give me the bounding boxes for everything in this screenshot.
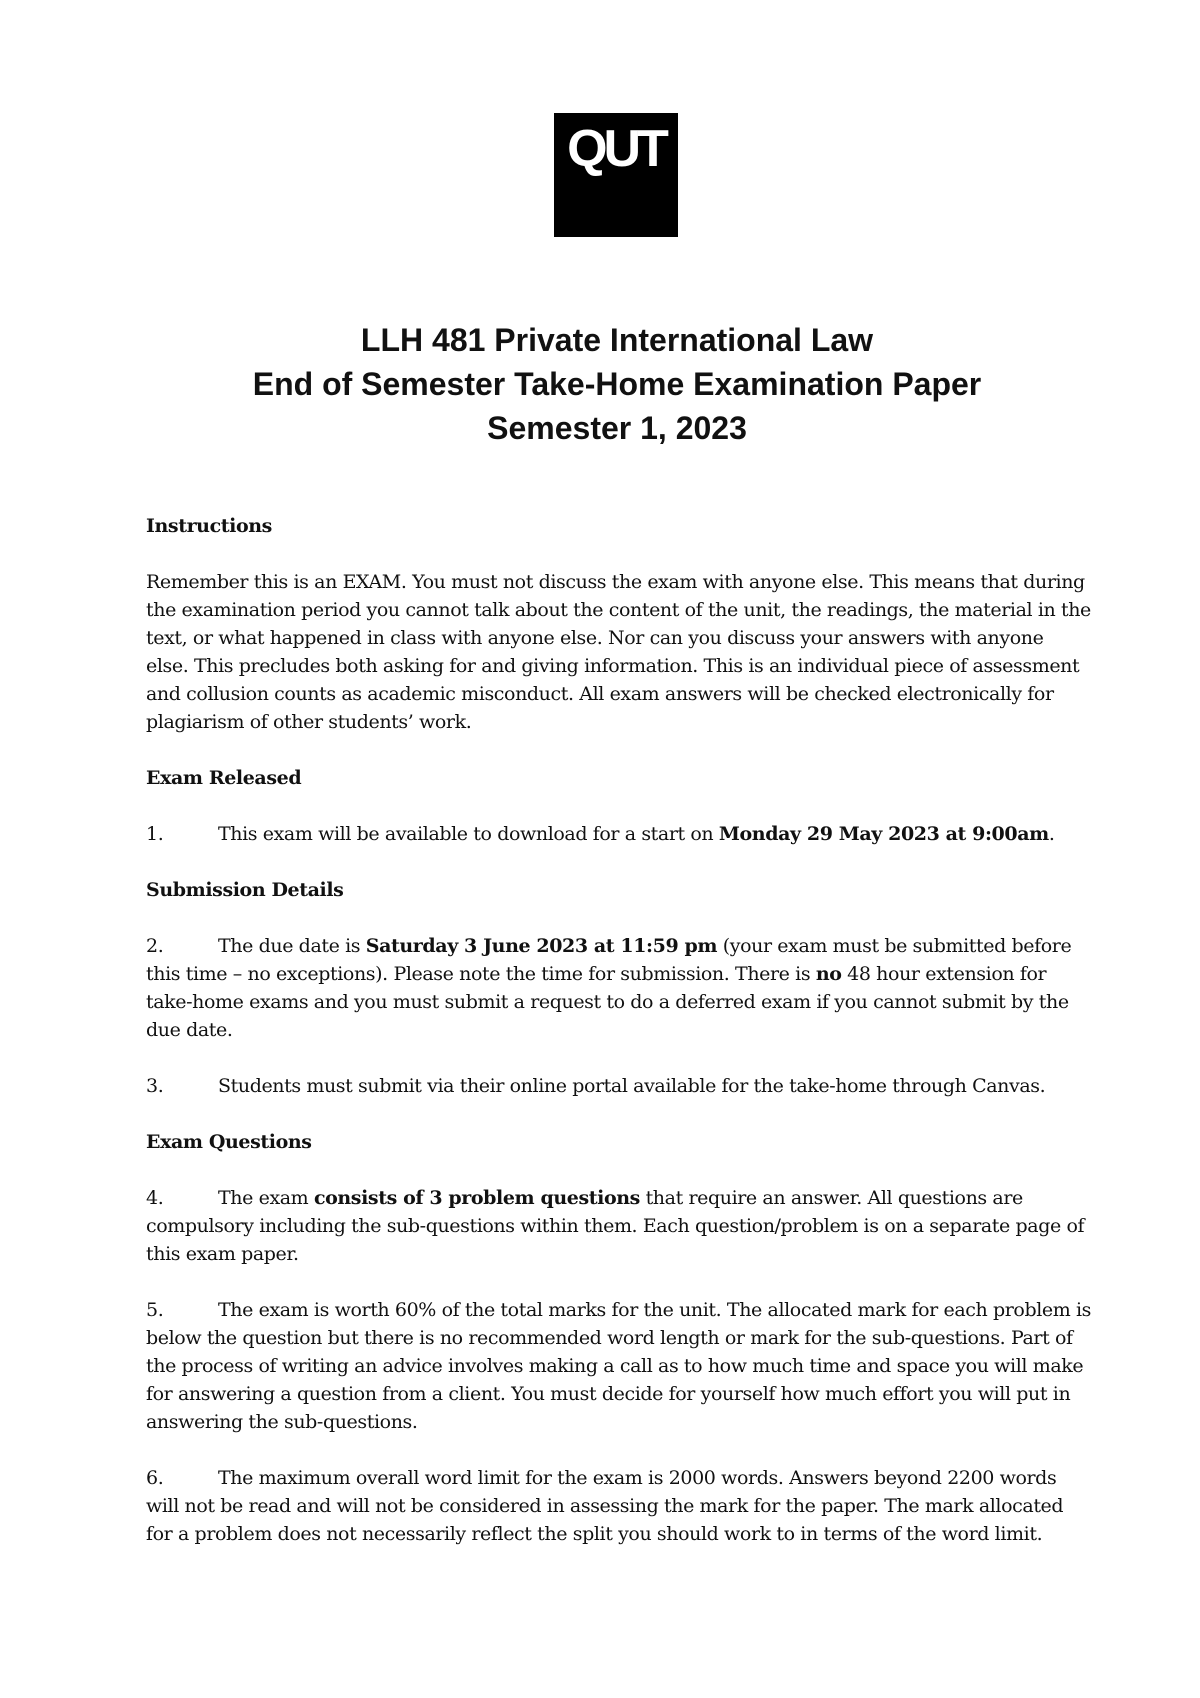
- instructions-heading: Instructions: [146, 515, 272, 537]
- item-text: This exam will be available to download for a start on: [218, 823, 719, 845]
- item-1: [146, 820, 1091, 848]
- document-title-block: [0, 318, 1200, 450]
- item-number: 1.: [146, 823, 164, 845]
- item-6: [146, 1464, 1091, 1548]
- item-5: [146, 1296, 1091, 1436]
- item-text: The due date is: [218, 935, 366, 957]
- exam-questions-heading: Exam Questions: [146, 1131, 312, 1153]
- item-number: 6.: [146, 1467, 164, 1489]
- item-number: 5.: [146, 1299, 164, 1321]
- qut-logo: [554, 113, 678, 237]
- item-4: [146, 1184, 1091, 1268]
- document-body: [146, 512, 1091, 1576]
- question-count-emphasis: consists of 3 problem questions: [313, 1187, 640, 1209]
- exam-title: End of Semester Take-Home Examination Paper: [252, 366, 982, 402]
- instructions-paragraph: Remember this is an EXAM. You must not discuss the exam with anyone else. This means that during the examination period you cannot talk about the content of the unit, the readings, the material in the text, or what happened in class with anyone else. Nor can you discuss your answers with anyone else. This precludes both asking for and giving information. This is an individual piece of assessment and collusion counts as academic misconduct. All exam answers will be checked electronically for plagiarism of other students’ work.: [146, 571, 1091, 733]
- item-text: The exam is worth 60% of the total marks for the unit. The allocated mark for each problem is below the question but there is no recommended word length or mark for the sub-questions. Part of the process of writing an advice involves making a call as to how much time and space you will make for answering a question from a client. You must decide for yourself how much effort you will put in answering the sub-questions.: [146, 1299, 1092, 1433]
- item-text: .: [1048, 823, 1055, 845]
- due-date: Saturday 3 June 2023 at 11:59 pm: [365, 935, 718, 957]
- item-3: [146, 1072, 1091, 1100]
- unit-title: LLH 481 Private International Law: [360, 322, 874, 358]
- qut-logo-text: QUT: [567, 120, 665, 178]
- item-number: 3.: [146, 1075, 164, 1097]
- item-number: 4.: [146, 1187, 164, 1209]
- item-text: Students must submit via their online portal available for the take-home through Canvas.: [218, 1075, 1046, 1097]
- item-2: [146, 932, 1091, 1044]
- semester-title: Semester 1, 2023: [487, 410, 747, 446]
- item-number: 2.: [146, 935, 164, 957]
- exam-released-heading: Exam Released: [146, 767, 302, 789]
- item-text: (your exam must be submitted before this time – no exceptions). Please note the time for submission. There is: [146, 935, 1072, 985]
- item-text: 48 hour extension for take-home exams and you must submit a request to do a deferred exam if you cannot submit by the due date.: [146, 963, 1069, 1041]
- no-extension-emphasis: no: [815, 963, 842, 985]
- item-text: The maximum overall word limit for the exam is 2000 words. Answers beyond 2200 words will not be read and will not be considered in assessing the mark for the paper. The mark allocated for a problem does not necessarily reflect the split you should work to in terms of the word limit.: [146, 1467, 1064, 1545]
- submission-details-heading: Submission Details: [146, 879, 344, 901]
- item-text: The exam: [218, 1187, 314, 1209]
- item-text: that require an answer. All questions are compulsory including the sub-questions within them. Each question/problem is on a separate page of this exam paper.: [146, 1187, 1085, 1265]
- release-date: Monday 29 May 2023 at 9:00am: [718, 823, 1049, 845]
